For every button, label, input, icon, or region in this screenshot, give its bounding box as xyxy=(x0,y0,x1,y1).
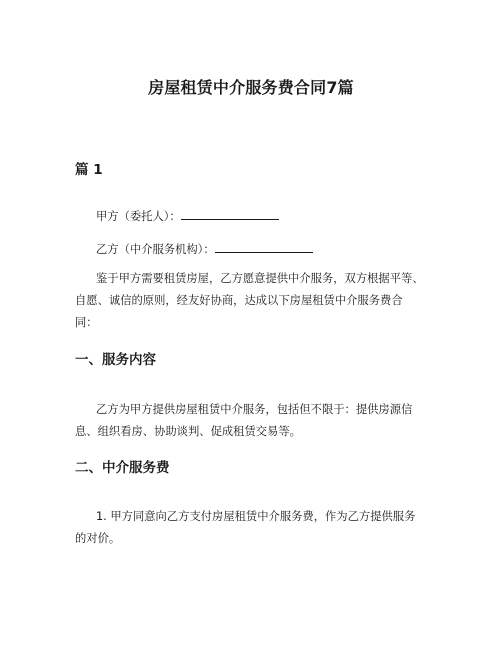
intro-line-2: 自愿、诚信的原则，经友好协商，达成以下房屋租赁中介服务费合 xyxy=(75,294,403,307)
party-a-label: 甲方（委托人）： xyxy=(96,210,181,223)
fee-item-line-1: 1. 甲方同意向乙方支付房屋租赁中介服务费，作为乙方提供服务 xyxy=(96,510,416,523)
party-a-line xyxy=(96,206,279,227)
intro-line-3: 同： xyxy=(75,316,98,329)
document-title: 房屋租赁中介服务费合同7篇 xyxy=(148,78,354,97)
service-content-line-1: 乙方为甲方提供房屋租赁中介服务，包括但不限于：提供房源信 xyxy=(96,403,413,416)
service-content-line-2: 息、组织看房、协助谈判、促成租赁交易等。 xyxy=(75,425,301,438)
party-a-blank xyxy=(181,206,279,220)
section-heading: 篇 1 xyxy=(75,162,103,178)
fee-item-line-2: 的对价。 xyxy=(75,532,121,545)
service-content-heading: 一、服务内容 xyxy=(75,352,156,368)
party-b-label: 乙方（中介服务机构）： xyxy=(96,243,215,256)
party-b-line xyxy=(96,239,313,260)
service-fee-heading: 二、中介服务费 xyxy=(75,460,170,476)
intro-line-1: 鉴于甲方需要租赁房屋，乙方愿意提供中介服务，双方根据平等、 xyxy=(96,272,424,285)
party-b-blank xyxy=(215,239,313,253)
